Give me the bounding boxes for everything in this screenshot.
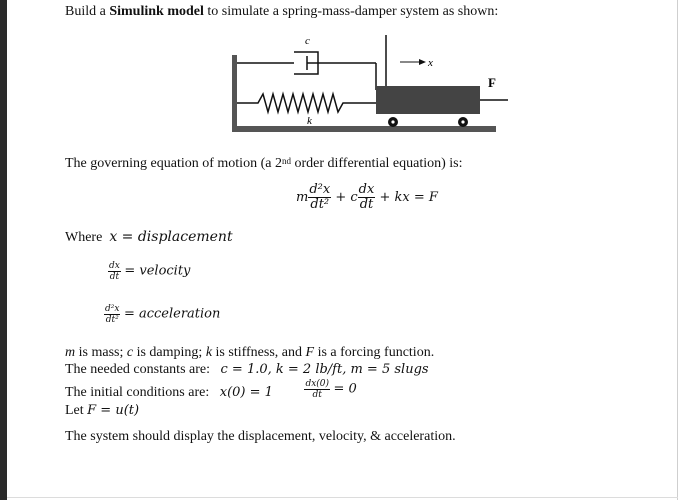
title-prefix: Build a — [65, 4, 110, 19]
damper — [237, 52, 376, 90]
damper-label: c — [305, 35, 310, 47]
second-derivative-fraction: $\frac{\text{d²x}}{\text{dt²}}$ — [309, 182, 331, 212]
governing-sentence: The governing equation of motion (a 2nd order differential equation) is: — [65, 156, 463, 171]
spring-mass-damper-diagram — [228, 30, 518, 140]
equation-of-motion: m $\frac{\text{d²x}}{\text{dt²}}$ + c $\frac{dx}{dt}$ + kx = F — [296, 182, 438, 212]
velocity-definition: $\frac{dx}{dt}$ = velocity — [109, 261, 191, 282]
problem-title — [65, 4, 498, 20]
displacement-label: x — [428, 57, 433, 69]
constants-line: The needed constants are: c = 1.0, k = 2 lb/ft, m = 5 slugs — [65, 362, 429, 377]
parameters-description: m is mass; c is damping; k is stiffness, and F is a forcing function. — [65, 345, 435, 360]
right-edge-line — [677, 0, 678, 500]
where-line: Where x = displacement — [65, 229, 233, 245]
wall — [232, 55, 237, 131]
display-requirement: The system should display the displacement, velocity, & acceleration. — [65, 429, 456, 444]
spring-label: k — [307, 115, 312, 127]
title-bold: Simulink model — [109, 4, 204, 19]
first-derivative-fraction: $\frac{dx}{dt}$ — [358, 182, 375, 212]
forcing-function-line: Let F = u(t) — [65, 403, 140, 418]
force-label: F — [488, 75, 496, 90]
initial-conditions-line: The initial conditions are: x(0) = 1 $\frac{dx(0)}{dt}$ = 0 — [65, 379, 357, 400]
title-suffix: to simulate a spring-mass-damper system as shown: — [203, 4, 499, 19]
left-edge-bar — [0, 0, 7, 500]
bottom-edge-line — [7, 497, 678, 498]
mass-block — [376, 86, 480, 114]
acceleration-definition: $\frac{\text{d²x}}{\text{dt²}}$ = acceleration — [105, 304, 221, 325]
spring — [237, 94, 376, 112]
ground — [232, 126, 496, 132]
